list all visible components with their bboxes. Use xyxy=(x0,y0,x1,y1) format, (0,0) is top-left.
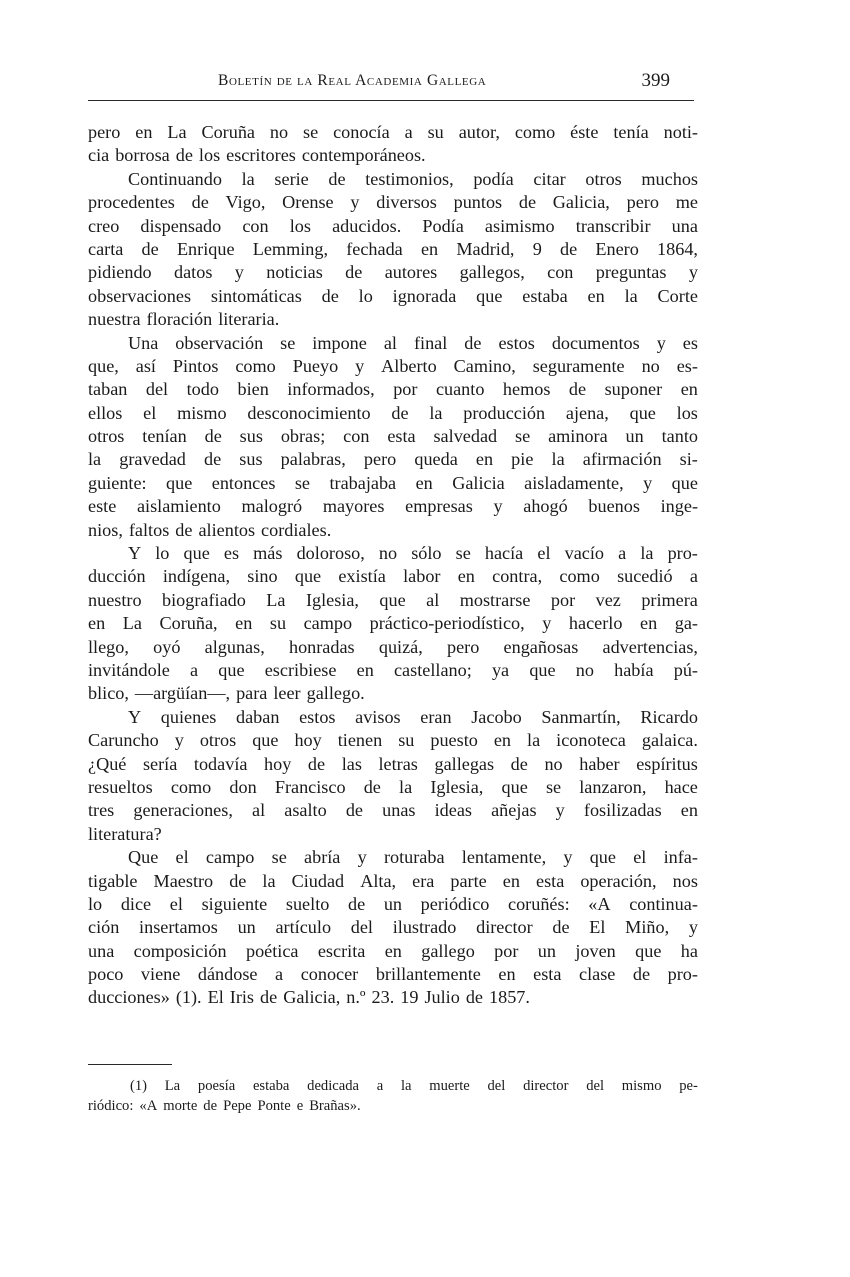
text-line: ducciones» (1). El Iris de Galicia, n.º 23. 19 Julio de 1857. xyxy=(88,987,530,1008)
text-line: ducción indígena, sino que existía labor en contra, como sucedió a xyxy=(88,566,698,587)
text-line: la gravedad de sus palabras, pero queda en pie la afirmación si- xyxy=(88,449,698,470)
footnote-line: (1) La poesía estaba dedicada a la muerte del director del mismo pe- xyxy=(130,1078,698,1094)
text-line: resueltos como don Francisco de la Iglesia, que se lanzaron, hace xyxy=(88,776,698,797)
text-line: taban del todo bien informados, por cuanto hemos de suponer en xyxy=(88,379,698,400)
text-line: una composición poética escrita en gallego por un joven que ha xyxy=(88,940,698,961)
text-line: procedentes de Vigo, Orense y diversos puntos de Galicia, pero me xyxy=(88,192,698,213)
body-text xyxy=(88,121,698,1010)
page-number: 399 xyxy=(641,70,670,91)
text-line: blico, —argüían—, para leer gallego. xyxy=(88,683,365,704)
text-line: creo dispensado con los aducidos. Podía asimismo transcribir una xyxy=(88,215,698,236)
text-line: Caruncho y otros que hoy tienen su puesto en la iconoteca galaica. xyxy=(88,730,698,751)
text-line: Continuando la serie de testimonios, podía citar otros muchos xyxy=(128,168,698,189)
text-line: Que el campo se abría y roturaba lentamente, y que el infa- xyxy=(128,847,698,868)
text-line: invitándole a que escribiese en castellano; ya que no había pú- xyxy=(88,659,698,680)
text-line: observaciones sintomáticas de lo ignorada que estaba en la Corte xyxy=(88,285,698,306)
text-line: nuestra floración literaria. xyxy=(88,309,280,330)
text-line: nuestro biografiado La Iglesia, que al mostrarse por vez primera xyxy=(88,589,698,610)
text-line: ¿Qué sería todavía hoy de las letras gallegas de no haber espíritus xyxy=(88,753,698,774)
footnote xyxy=(88,1076,698,1116)
text-line: que, así Pintos como Pueyo y Alberto Camino, seguramente no es- xyxy=(88,355,698,376)
text-line: lo dice el siguiente suelto de un periódico coruñés: «A continua- xyxy=(88,893,698,914)
running-head xyxy=(88,70,694,101)
text-line: nios, faltos de alientos cordiales. xyxy=(88,519,332,540)
text-line: pidiendo datos y noticias de autores gallegos, con preguntas y xyxy=(88,262,698,283)
text-line: carta de Enrique Lemming, fechada en Madrid, 9 de Enero 1864, xyxy=(88,238,698,259)
text-line: tigable Maestro de la Ciudad Alta, era parte en esta operación, nos xyxy=(88,870,698,891)
text-line: ción insertamos un artículo del ilustrado director de El Miño, y xyxy=(88,917,698,938)
text-line: en La Coruña, en su campo práctico-periodístico, y hacerlo en ga- xyxy=(88,613,698,634)
text-line: ellos el mismo desconocimiento de la producción ajena, que los xyxy=(88,402,698,423)
text-line: guiente: que entonces se trabajaba en Galicia aisladamente, y que xyxy=(88,472,698,493)
running-title: Boletín de la Real Academia Gallega xyxy=(218,72,487,89)
text-line: pero en La Coruña no se conocía a su autor, como éste tenía noti- xyxy=(88,122,698,142)
footnote-divider xyxy=(88,1064,172,1065)
text-line: otros tenían de sus obras; con esta salvedad se aminora un tanto xyxy=(88,426,698,447)
text-line: cia borrosa de los escritores contemporáneos. xyxy=(88,145,426,166)
text-line: Y lo que es más doloroso, no sólo se hacía el vacío a la pro- xyxy=(128,543,698,564)
text-line: llego, oyó algunas, honradas quizá, pero engañosas advertencias, xyxy=(88,636,698,657)
text-line: literatura? xyxy=(88,823,162,844)
footnote-line: riódico: «A morte de Pepe Ponte e Brañas». xyxy=(88,1098,361,1114)
text-line: Una observación se impone al final de estos documentos y es xyxy=(128,332,698,353)
text-line: tres generaciones, al asalto de unas ideas añejas y fosilizadas en xyxy=(88,800,698,821)
text-line: este aislamiento malogró mayores empresas y ahogó buenos inge- xyxy=(88,496,698,517)
text-line: Y quienes daban estos avisos eran Jacobo Sanmartín, Ricardo xyxy=(128,706,698,727)
text-line: poco viene dándose a conocer brillantemente en esta clase de pro- xyxy=(88,964,698,985)
